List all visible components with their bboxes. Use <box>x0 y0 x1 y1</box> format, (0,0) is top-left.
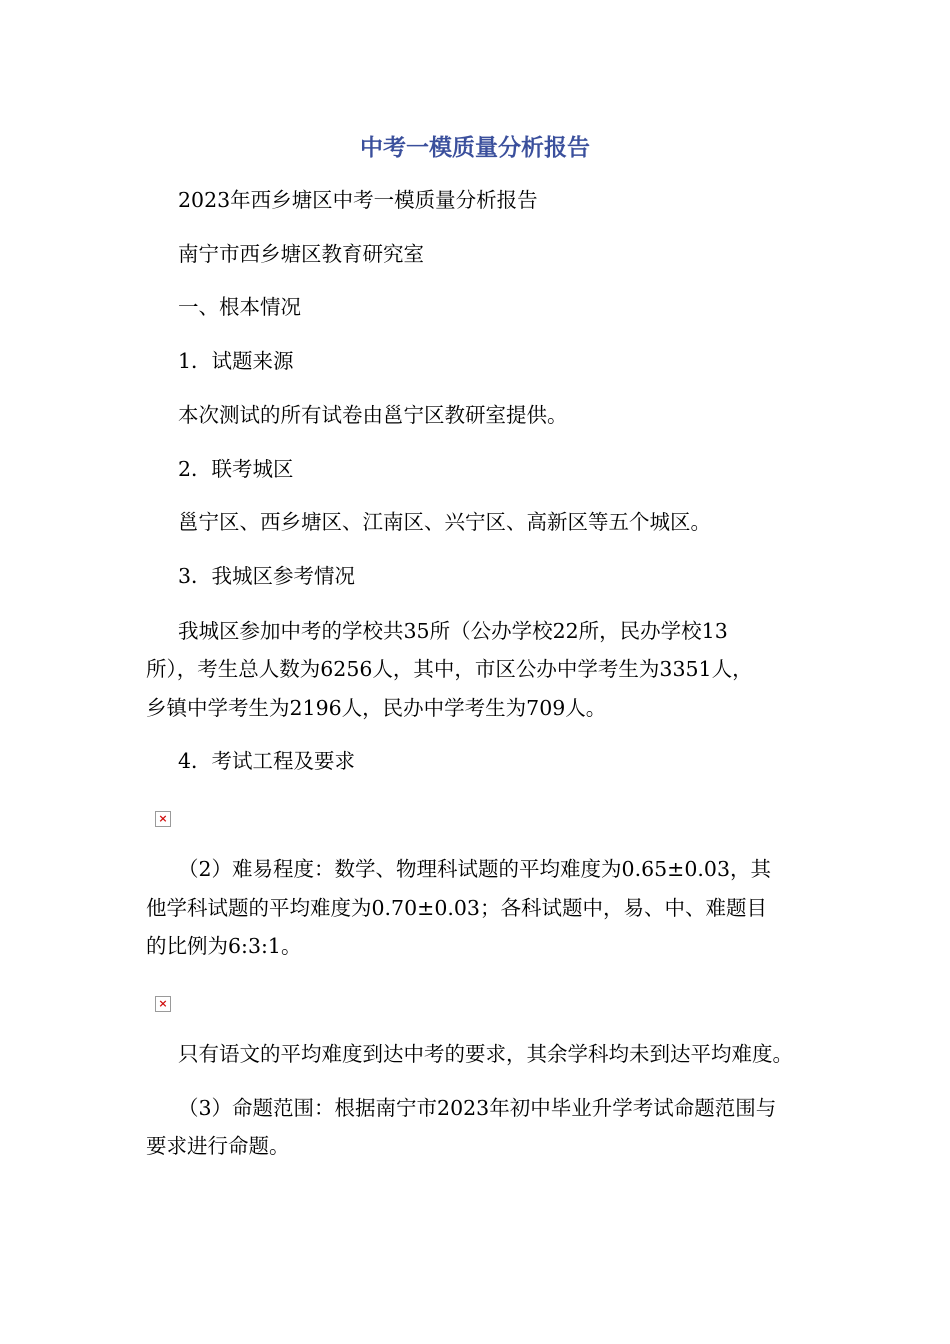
participation-paragraph-line-2: 所），考生总人数为6256人，其中，市区公办中学考生为3351人， <box>146 657 753 681</box>
organization-name: 南宁市西乡塘区教育研究室 <box>178 242 424 266</box>
broken-image-icon: × <box>155 811 171 827</box>
only-chinese-paragraph: 只有语文的平均难度到达中考的要求，其余学科均未到达平均难度。 <box>178 1042 793 1066</box>
difficulty-paragraph-line-3: 的比例为6:3:1。 <box>146 934 302 958</box>
participation-paragraph-line-3: 乡镇中学考生为2196人，民办中学考生为709人。 <box>146 696 607 720</box>
section-heading-basic: 一、根本情况 <box>178 295 301 319</box>
item-text-districts: 邕宁区、西乡塘区、江南区、兴宁区、高新区等五个城区。 <box>178 510 711 534</box>
difficulty-paragraph-line-1: （2）难易程度：数学、物理科试题的平均难度为0.65±0.03，其 <box>178 857 772 881</box>
document-title: 中考一模质量分析报告 <box>360 135 590 161</box>
scope-paragraph-line-2: 要求进行命题。 <box>146 1134 290 1158</box>
participation-paragraph-line-1: 我城区参加中考的学校共35所（公办学校22所，民办学校13 <box>178 619 728 643</box>
item-heading-exam-items: 4．考试工程及要求 <box>178 749 356 773</box>
item-heading-participation: 3．我城区参考情况 <box>178 564 356 588</box>
item-heading-districts: 2．联考城区 <box>178 457 294 481</box>
difficulty-paragraph-line-2: 他学科试题的平均难度为0.70±0.03；各科试题中，易、中、难题目 <box>146 896 767 920</box>
scope-paragraph-line-1: （3）命题范围：根据南宁市2023年初中毕业升学考试命题范围与 <box>178 1096 777 1120</box>
report-subtitle: 2023年西乡塘区中考一模质量分析报告 <box>178 188 538 212</box>
broken-image-icon: × <box>155 996 171 1012</box>
item-heading-source: 1．试题来源 <box>178 349 294 373</box>
item-text-source: 本次测试的所有试卷由邕宁区教研室提供。 <box>178 403 568 427</box>
